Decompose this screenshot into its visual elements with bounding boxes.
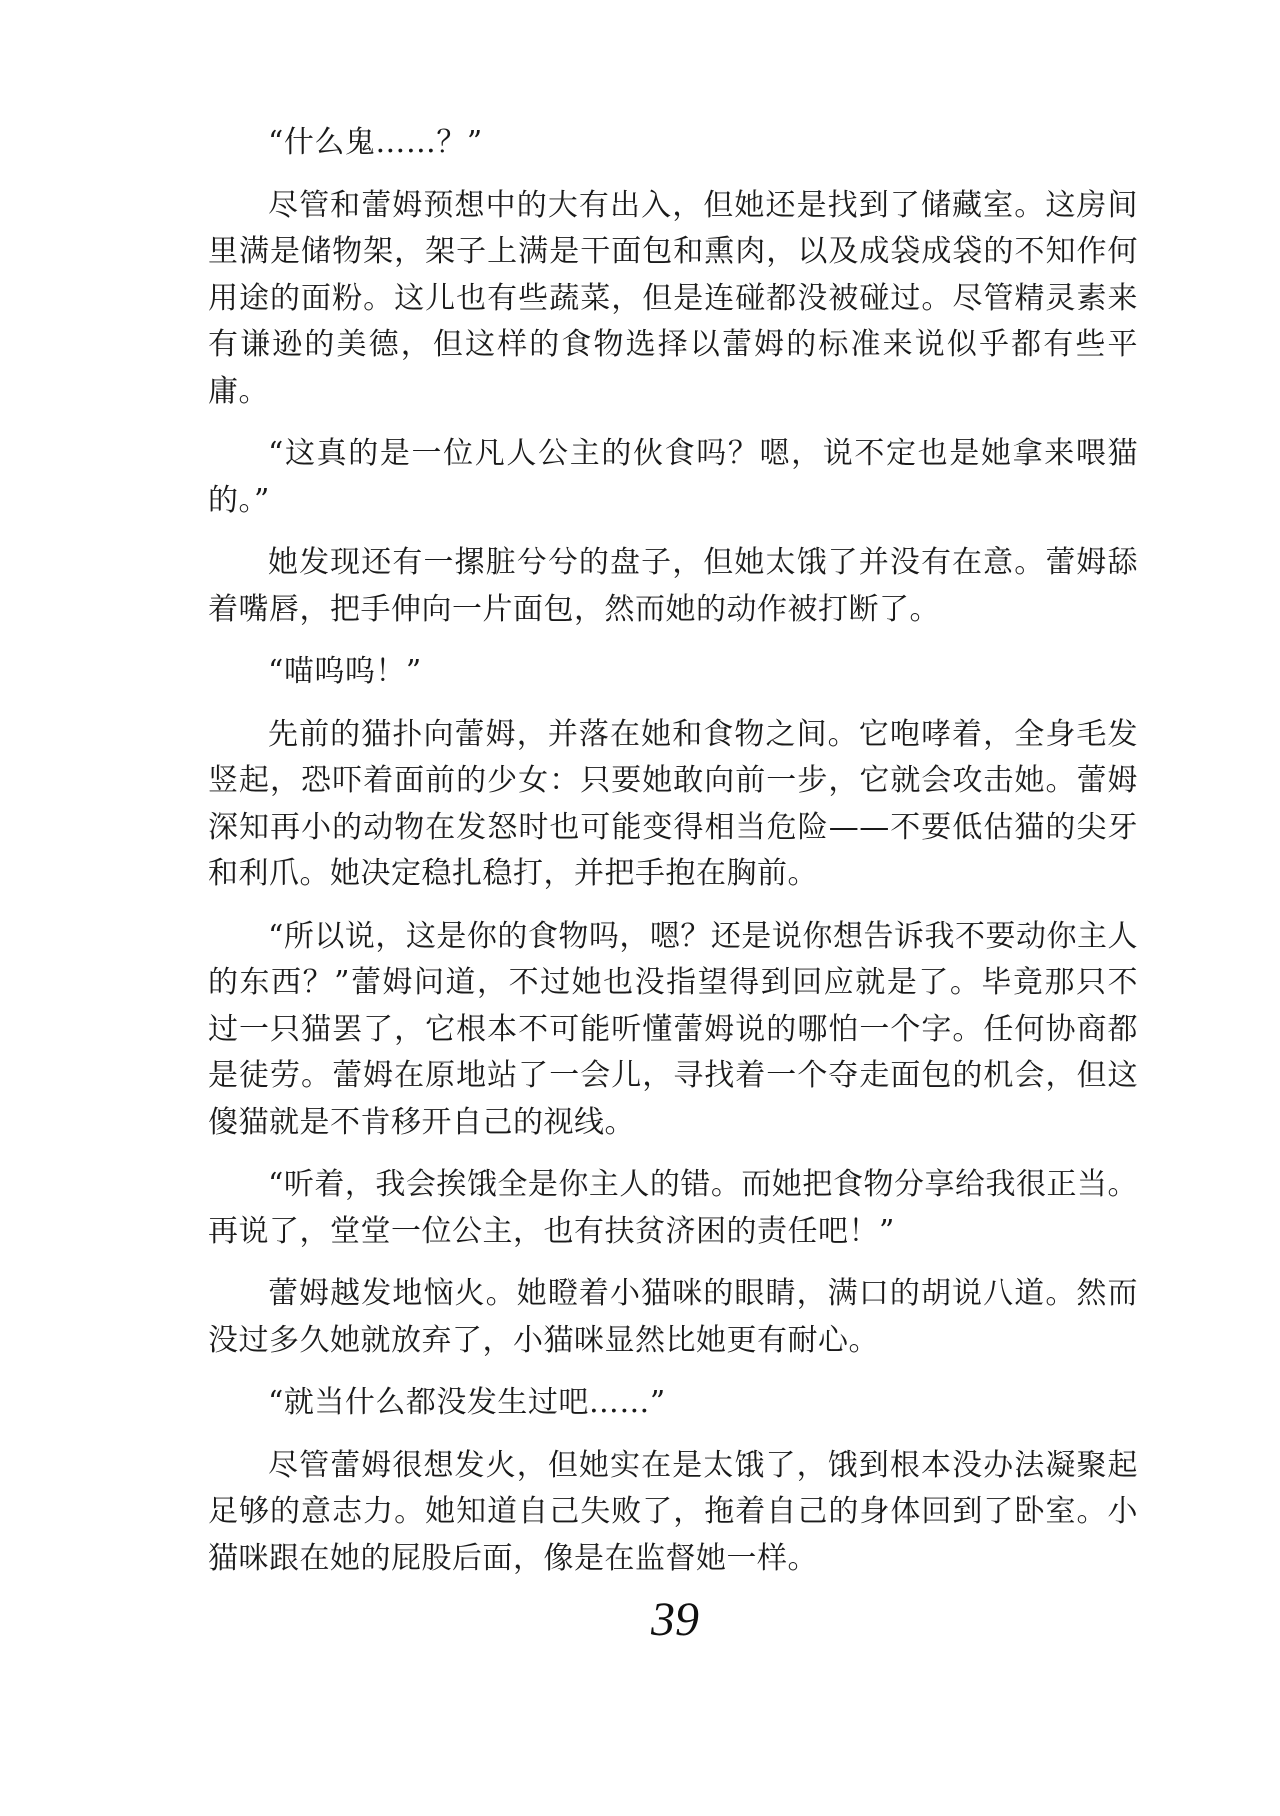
paragraph: 蕾姆越发地恼火。她瞪着小猫咪的眼睛，满口的胡说八道。然而没过多久她就放弃了，小猫咪显然比她更有耐心。: [208, 1276, 1138, 1358]
paragraph: 尽管蕾姆很想发火，但她实在是太饿了，饿到根本没办法凝聚起足够的意志力。她知道自己失败了，拖着自己的身体回到了卧室。小猫咪跟在她的屁股后面，像是在监督她一样。: [208, 1447, 1138, 1576]
paragraph: 她发现还有一摞脏兮兮的盘子，但她太饿了并没有在意。蕾姆舔着嘴唇，把手伸向一片面包，然而她的动作被打断了。: [208, 545, 1138, 627]
page-number: 39: [651, 1593, 699, 1646]
paragraph: “喵呜呜！”: [268, 654, 422, 689]
paragraph: “这真的是一位凡人公主的伙食吗？嗯，说不定也是她拿来喂猫的。”: [208, 436, 1138, 518]
paragraph: 尽管和蕾姆预想中的大有出入，但她还是找到了储藏室。这房间里满是储物架，架子上满是干面包和熏肉，以及成袋成袋的不知作何用途的面粉。这儿也有些蔬菜，但是连碰都没被碰过。尽管精灵素来有谦逊的美德，但这样的食物选择以蕾姆的标准来说似乎都有些平庸。: [208, 187, 1138, 409]
paragraph: 先前的猫扑向蕾姆，并落在她和食物之间。它咆哮着，全身毛发竖起，恐吓着面前的少女：只要她敢向前一步，它就会攻击她。蕾姆深知再小的动物在发怒时也可能变得相当危险——不要低估猫的尖牙和利爪。她决定稳扎稳打，并把手抱在胸前。: [208, 716, 1138, 891]
body-text: [208, 120, 1138, 1598]
paragraph: “什么鬼……？”: [268, 125, 483, 160]
paragraph: “就当什么都没发生过吧……”: [268, 1385, 666, 1420]
paragraph: “所以说，这是你的食物吗，嗯？还是说你想告诉我不要动你主人的东西？”蕾姆问道，不过她也没指望得到回应就是了。毕竟那只不过一只猫罢了，它根本不可能听懂蕾姆说的哪怕一个字。任何协商都是徒劳。蕾姆在原地站了一会儿，寻找着一个夺走面包的机会，但这傻猫就是不肯移开自己的视线。: [208, 918, 1138, 1140]
paragraph: “听着，我会挨饿全是你主人的错。而她把食物分享给我很正当。再说了，堂堂一位公主，也有扶贫济困的责任吧！”: [208, 1167, 1138, 1249]
